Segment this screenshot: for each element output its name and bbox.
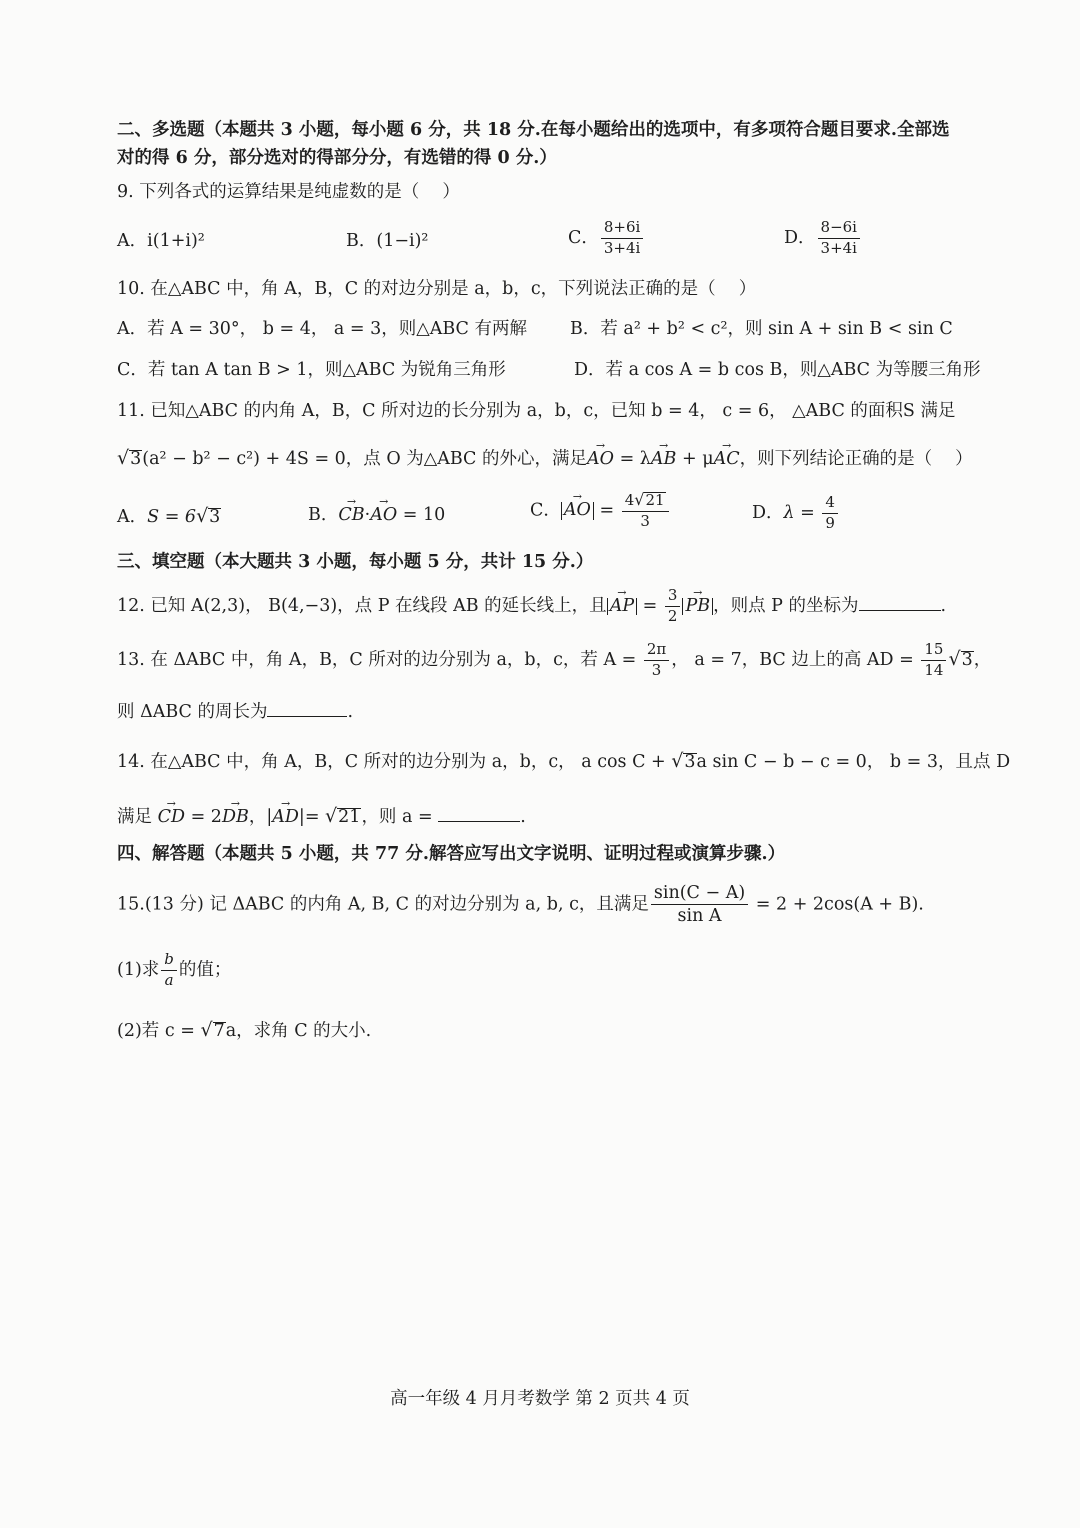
q14-line: 14. 在△ABC 中，角 A，B，C 所对的边分别为 a，b，c， a cos C + √3a sin C − b − c = 0， b = 3，且点 D — [117, 750, 1011, 772]
q15-stem: 15.(13 分) 记 ΔABC 的内角 A, B, C 的对边分别为 a, b, c，且满足 $\frac{\sin(C - A)}{\text{sin A}}$ = 2 + 2cos(A + B). — [117, 883, 924, 927]
q11-stem: 11. 已知△ABC 的内角 A，B，C 所对边的长分别为 a，b，c，已知 b = 4， c = 6， △ABC 的面积S 满足 — [117, 401, 956, 421]
q10-stem: 10. 在△ABC 中，角 A，B，C 的对边分别是 a，b，c，下列说法正确的是（ ） — [117, 279, 757, 299]
q9-c-fraction: $\frac{8+6i}{3+4i}$ — [601, 220, 643, 257]
section-4-heading: 四、解答题（本题共 5 小题，共 77 分.解答应写出文字说明、证明过程或演算步骤.） — [117, 844, 786, 864]
section-3-heading: 三、填空题（本大题共 3 小题，每小题 5 分，共计 15 分.） — [117, 552, 594, 572]
q10-option-d: D．若 a cos A = b cos B，则△ABC 为等腰三角形 — [574, 360, 981, 380]
q9-option-b: B．(1−i)² — [346, 231, 429, 251]
q10-option-a: A．若 A = 30°， b = 4， a = 3，则△ABC 有两解 — [117, 319, 527, 339]
q15-part-1: (1)求 $\frac{b}{a}$ 的值； — [117, 950, 232, 989]
q11-condition: √3(a² − b² − c²) + 4S = 0，点 O 为△ABC 的外心，满足→ AO = λ→ AB + μ→ AC，则下列结论正确的是（ ） — [117, 449, 973, 469]
section-2-heading: 二、多选题（本题共 3 小题，每小题 6 分，共 18 分.在每小题给出的选项中，有多项符合题目要求.全部选 — [117, 120, 950, 140]
q13-line-2: 则 ΔABC 的周长为 . — [117, 702, 354, 722]
q9-option-c: C． $\frac{8+6i}{3+4i}$ — [568, 220, 645, 257]
q9-stem: 9. 下列各式的运算结果是纯虚数的是（ ） — [117, 182, 460, 202]
section-2-heading-cont: 对的得 6 分，部分选对的得部分分，有选错的得 0 分.） — [117, 148, 557, 168]
q13-answer-blank[interactable] — [267, 716, 347, 717]
q10-option-c: C．若 tan A tan B > 1，则△ABC 为锐角三角形 — [117, 360, 506, 380]
page-footer: 高一年级 4 月月考数学 第 2 页共 4 页 — [390, 1389, 690, 1409]
q9-option-d: D． $\frac{8-6i}{3+4i}$ — [784, 220, 862, 257]
q14-answer-blank[interactable] — [438, 821, 520, 822]
q12-line: 12. 已知 A(2,3)， B(4,−3)，点 P 在线段 AB 的延长线上，且→ AP = $\frac{3}{2}$ → PB ，则点 P 的坐标为 . — [117, 588, 946, 625]
q13-line: 13. 在 ΔABC 中，角 A，B，C 所对的边分别为 a，b，c，若 A = $\frac{2\pi}{3}$ ， a = 7，BC 边上的高 AD = $\frac{15}{14}$ √3， — [117, 640, 992, 679]
q9-d-fraction: $\frac{8-6i}{3+4i}$ — [818, 220, 860, 257]
q11-option-d: D．λ = $\frac{4}{9}$ — [752, 495, 840, 532]
q14-line-2: 满足 → CD = 2→ DB，|→ AD|= √21，则 a = . — [117, 807, 526, 827]
q15-part-2: (2)若 c = √7a，求角 C 的大小. — [117, 1019, 372, 1041]
q11-option-b: B．→ CB·→ AO = 10 — [308, 507, 445, 525]
q11-option-c: C．→ AO = $\frac{4√21}{3}$ — [530, 492, 671, 530]
q12-answer-blank[interactable] — [859, 610, 941, 611]
q9-option-a: A．i(1+i)² — [117, 231, 205, 251]
q10-option-b: B．若 a² + b² < c²，则 sin A + sin B < sin C — [570, 319, 953, 339]
q11-option-a: A．S = 6√3 — [117, 505, 221, 527]
